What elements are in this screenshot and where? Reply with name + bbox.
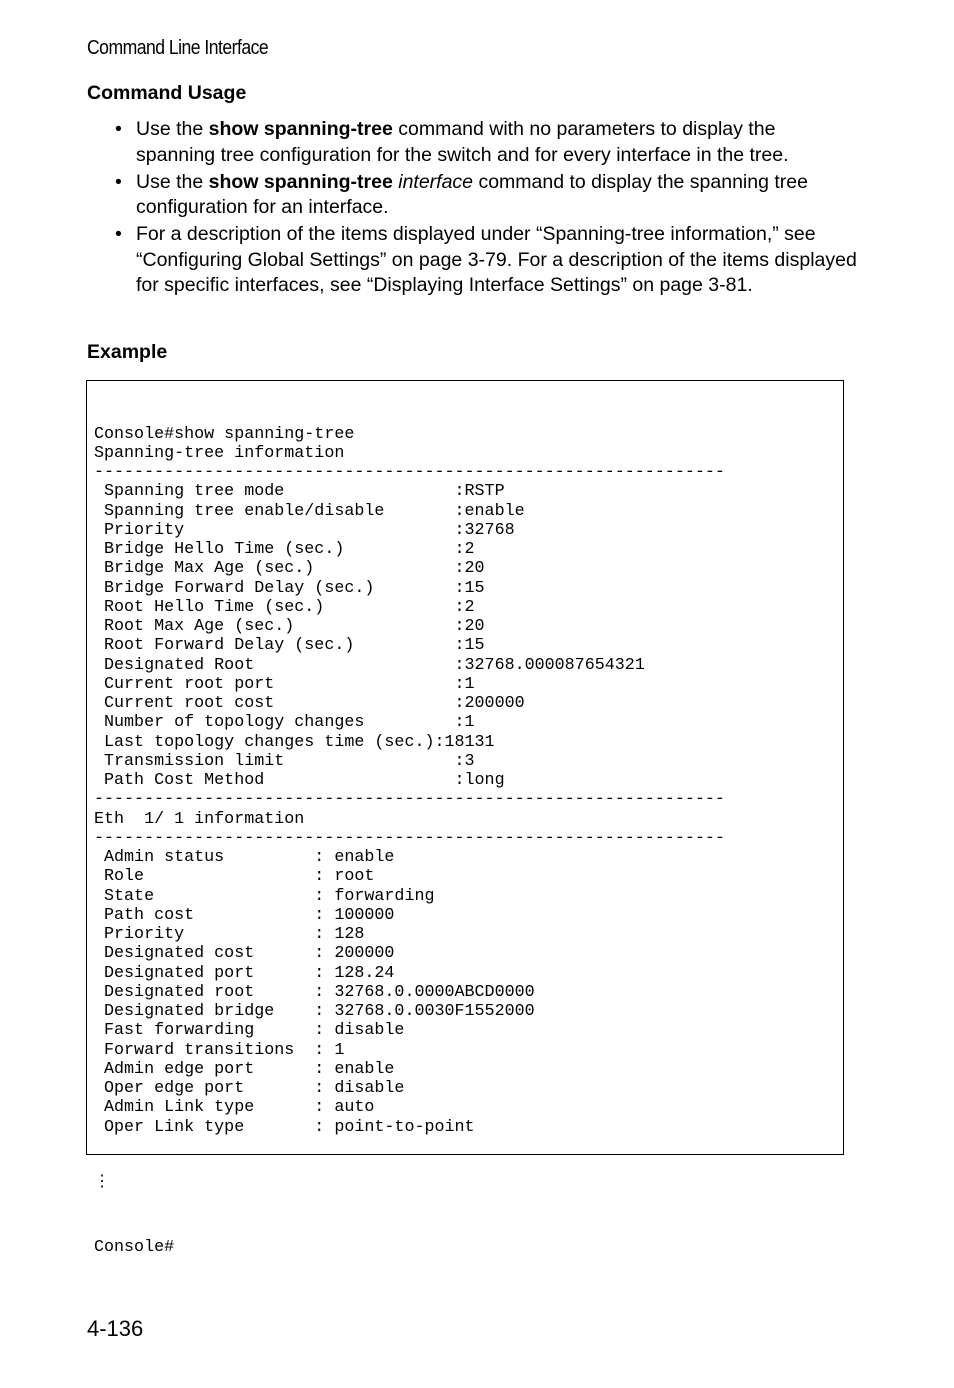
- console-prompt-line: Console#: [94, 1237, 175, 1257]
- console-line: Admin edge port : enable: [94, 1059, 395, 1079]
- example-heading: Example: [87, 341, 168, 363]
- console-line: Path Cost Method :long: [94, 771, 505, 790]
- console-line: Designated root : 32768.0.0000ABCD0000: [94, 982, 535, 1002]
- console-line: Role : root: [94, 867, 375, 887]
- console-line: Root Forward Delay (sec.) :15: [94, 636, 485, 656]
- console-line: Priority : 128: [94, 925, 365, 944]
- console-line: Bridge Max Age (sec.) :20: [94, 559, 485, 579]
- console-line: Transmission limit :3: [94, 751, 475, 771]
- console-line: Console#show spanning-tree: [94, 424, 355, 444]
- console-line: Designated Root :32768.000087654321: [94, 655, 645, 675]
- console-line: Bridge Hello Time (sec.) :2: [94, 540, 475, 559]
- console-lines: [94, 425, 725, 1137]
- ellipsis-vertical-icon: ⋮: [94, 1173, 110, 1192]
- console-example-box: [86, 380, 844, 1257]
- bullet-marker: •: [115, 223, 122, 245]
- page-number: 4-136: [87, 1316, 144, 1341]
- console-line: Designated port : 128.24: [94, 963, 395, 983]
- bullet-marker: •: [115, 170, 122, 193]
- usage-command-italic: interface: [392, 170, 474, 193]
- usage-text-before: Use the: [136, 118, 209, 140]
- console-line: ---------------------------------------------------------------: [94, 463, 725, 482]
- running-header: Command Line Interface: [87, 37, 269, 59]
- console-line: Eth 1/ 1 information: [94, 809, 305, 829]
- console-line: Priority :32768: [94, 520, 515, 540]
- console-line: ---------------------------------------------------------------: [94, 828, 725, 848]
- console-line: Last topology changes time (sec.):18131: [94, 732, 495, 752]
- console-line: Path cost : 100000: [94, 905, 395, 925]
- usage-bullet-2: [87, 170, 857, 221]
- console-line: Fast forwarding : disable: [94, 1021, 405, 1041]
- console-line: Designated bridge : 32768.0.0030F1552000: [94, 1002, 535, 1021]
- console-line: Current root port :1: [94, 674, 475, 694]
- console-line: Number of topology changes :1: [94, 713, 475, 733]
- console-line: Forward transitions : 1: [94, 1040, 345, 1060]
- command-usage-list: [87, 117, 857, 300]
- usage-command-bold: show spanning-tree: [208, 118, 393, 140]
- bullet-marker: •: [115, 118, 122, 140]
- console-line: Spanning-tree information: [94, 443, 345, 463]
- console-output: [94, 386, 725, 1296]
- console-line: Root Max Age (sec.) :20: [94, 617, 485, 636]
- usage-bullet-1: [87, 117, 857, 168]
- usage-command-bold: show spanning-tree: [208, 170, 393, 193]
- usage-text-after: command with no parameters to display the spanning tree configuration for the switch and for every interface in the tree.: [136, 118, 789, 166]
- console-line: Root Hello Time (sec.) :2: [94, 597, 475, 617]
- console-line: Bridge Forward Delay (sec.) :15: [94, 578, 485, 598]
- usage-bullet-3: [87, 222, 857, 299]
- console-line: Admin status : enable: [94, 848, 395, 867]
- console-line: Spanning tree mode :RSTP: [94, 482, 505, 502]
- console-line: Designated cost : 200000: [94, 944, 395, 964]
- usage-text-before: Use the: [136, 170, 209, 193]
- console-line: ---------------------------------------------------------------: [94, 790, 725, 810]
- command-usage-heading: Command Usage: [87, 82, 247, 104]
- console-line: Spanning tree enable/disable :enable: [94, 501, 525, 521]
- console-line: Admin Link type : auto: [94, 1098, 375, 1118]
- usage-text-before: For a description of the items displayed under “Spanning-tree information,” see “Configuring Global Settings” on page 3-79. For a description of the items displayed for specific interfaces, see “Displaying Interface Settings” on page 3-81.: [136, 223, 857, 296]
- usage-text-after: command to display the spanning tree configuration for an interface.: [136, 170, 808, 218]
- console-line: Oper Link type : point-to-point: [94, 1117, 475, 1137]
- console-line: Current root cost :200000: [94, 694, 525, 713]
- console-line: State : forwarding: [94, 886, 435, 906]
- console-line: Oper edge port : disable: [94, 1079, 405, 1098]
